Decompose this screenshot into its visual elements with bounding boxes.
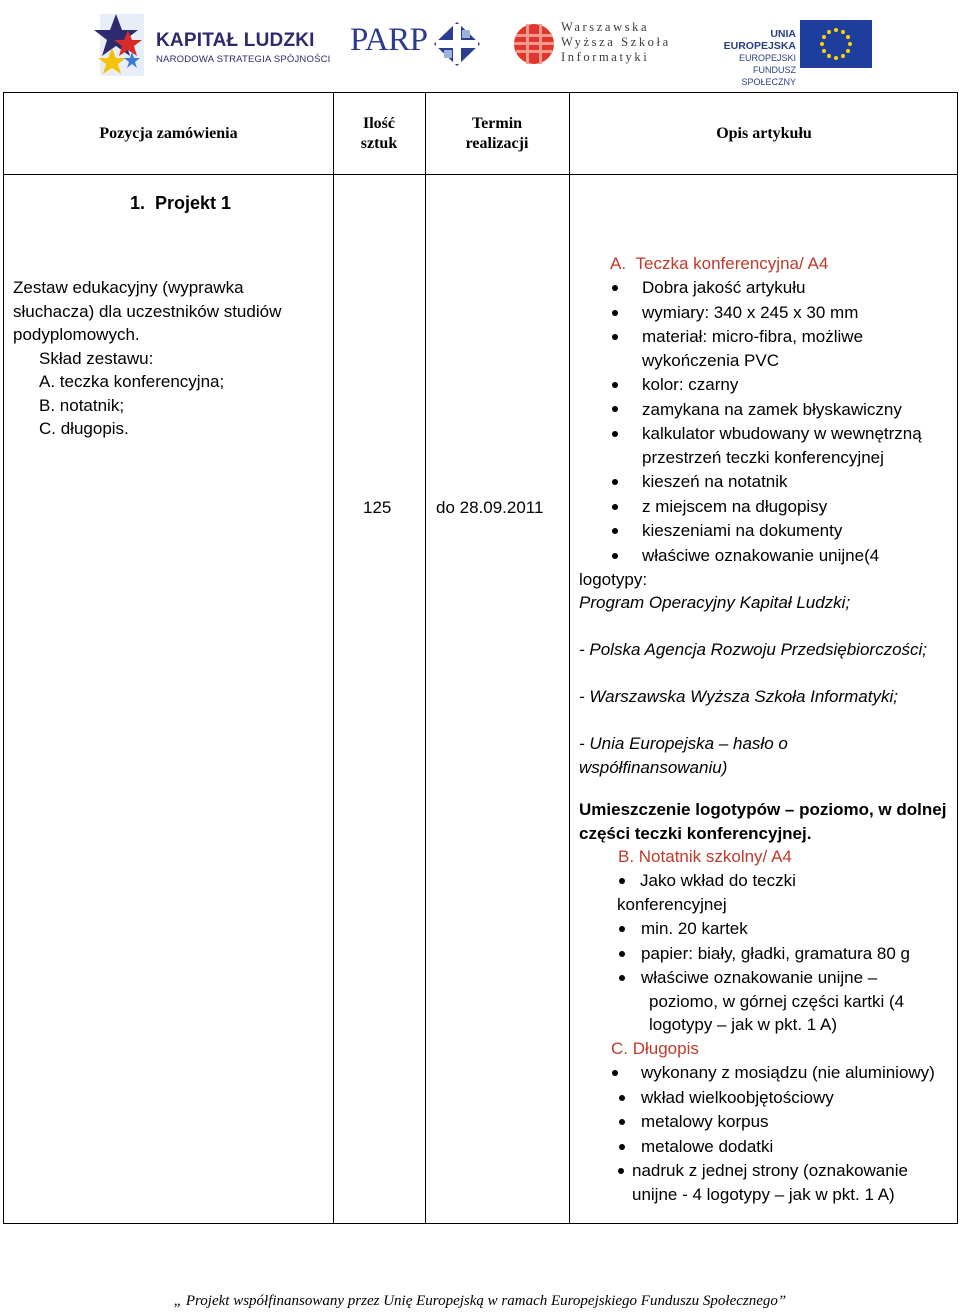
section-a-bullet: z miejscem na długopisy <box>642 497 828 516</box>
bullet-icon <box>612 431 618 437</box>
logotype-item: - Unia Europejska – hasło o <box>579 734 788 753</box>
section-a-bullet: materiał: micro-fibra, możliwe <box>642 327 864 346</box>
section-a-bullet-cont: wykończenia PVC <box>642 351 780 370</box>
placement-note: części teczki konferencyjnej. <box>579 824 812 843</box>
header-deadline-line1: Termin <box>471 115 523 132</box>
item-line: A. teczka konferencyjna; <box>39 372 225 391</box>
eu-logo <box>700 20 872 87</box>
header-quantity <box>333 114 425 154</box>
section-a-bullet: wymiary: 340 x 245 x 30 mm <box>642 303 859 322</box>
header-description: Opis artykułu <box>716 125 812 142</box>
section-a-bullet: kieszeniami na dokumenty <box>642 521 843 540</box>
section-c-line: wkład wielkoobjętościowy <box>641 1088 834 1107</box>
section-a-bullet: kalkulator wbudowany w wewnętrzną <box>642 424 922 443</box>
placement-note: Umieszczenie logotypów – poziomo, w dolnej <box>579 800 947 819</box>
bullet-icon <box>612 1070 618 1076</box>
section-b-line: logotypy – jak w pkt. 1 A) <box>649 1015 838 1034</box>
bullet-icon <box>612 285 618 291</box>
parp-cross-icon <box>432 20 482 68</box>
bullet-icon <box>619 975 625 981</box>
section-b-line: Jako wkład do teczki <box>640 871 796 890</box>
bullet-icon <box>612 382 618 388</box>
bullet-icon <box>618 1168 624 1174</box>
item-line: C. długopis. <box>39 419 129 438</box>
bullet-icon <box>619 1095 625 1101</box>
bullet-icon <box>619 1144 625 1150</box>
project-title: 1. Projekt 1 <box>130 193 232 213</box>
bullet-icon <box>612 334 618 340</box>
header-deadline-line2: realizacji <box>465 135 529 152</box>
logotype-item: współfinansowaniu) <box>579 758 728 777</box>
section-b-title: B. Notatnik szkolny/ A4 <box>618 847 792 866</box>
section-b-line: właściwe oznakowanie unijne – <box>641 968 878 987</box>
section-a-bullet: zamykana na zamek błyskawiczny <box>642 400 902 419</box>
section-a-bullet: Dobra jakość artykułu <box>642 278 806 297</box>
eu-line2: EUROPEJSKI <box>738 53 796 63</box>
section-b-line: konferencyjnej <box>617 895 727 914</box>
logotypes-label: logotypy: <box>579 570 648 589</box>
item-line: B. notatnik; <box>39 396 125 415</box>
bullet-icon <box>612 553 618 559</box>
kapital-ludzki-logo <box>94 8 331 80</box>
kapital-ludzki-name: KAPITAŁ LUDZKI <box>156 30 315 51</box>
column-divider <box>569 93 570 1223</box>
item-line: podyplomowych. <box>13 325 140 344</box>
section-a-bullet: kolor: czarny <box>642 375 739 394</box>
header-position: Pozycja zamówienia <box>99 125 238 142</box>
section-a-bullet: kieszeń na notatnik <box>642 472 788 491</box>
parp-name: PARP <box>350 22 428 58</box>
bullet-icon <box>619 951 625 957</box>
footer-note: „ Projekt współfinansowany przez Unię Europejską w ramach Europejskiego Funduszu Społecznego” <box>173 1293 787 1309</box>
bullet-icon <box>612 310 618 316</box>
section-c-line: wykonany z mosiądzu (nie aluminiowy) <box>641 1063 935 1082</box>
wwsi-line1: Warszawska <box>561 20 650 34</box>
section-c-line: nadruk z jednej strony (oznakowanie <box>632 1161 908 1180</box>
column-divider <box>425 93 426 1223</box>
kapital-ludzki-icon <box>94 8 154 80</box>
section-a-bullet-cont: przestrzeń teczki konferencyjnej <box>642 448 884 467</box>
bullet-icon <box>612 406 618 412</box>
item-deadline: do 28.09.2011 <box>436 498 544 517</box>
bullet-icon <box>612 479 618 485</box>
column-divider <box>333 93 334 1223</box>
item-line: Zestaw edukacyjny (wyprawka <box>13 278 244 297</box>
section-c-title: C. Długopis <box>611 1039 699 1058</box>
header-quantity-line2: sztuk <box>360 135 398 152</box>
logo-bar <box>0 0 960 88</box>
kapital-ludzki-subtitle: NARODOWA STRATEGIA SPÓJNOŚCI <box>156 54 331 65</box>
bullet-icon <box>619 878 625 884</box>
logotype-item: - Polska Agencja Rozwoju Przedsiębiorczości; <box>579 640 928 659</box>
item-line: słuchacza) dla uczestników studiów <box>13 302 282 321</box>
section-b-line: poziomo, w górnej części kartki (4 <box>649 992 905 1011</box>
section-a-bullet: właściwe oznakowanie unijne(4 <box>642 546 880 565</box>
wwsi-line3: Informatyki <box>561 50 650 64</box>
bullet-icon <box>612 528 618 534</box>
eu-text <box>700 28 796 88</box>
section-b-line: min. 20 kartek <box>641 919 748 938</box>
section-b-line: papier: biały, gładki, gramatura 80 g <box>641 944 911 963</box>
header-quantity-line1: Ilość <box>363 115 395 132</box>
header-divider <box>4 174 957 175</box>
section-a-title: A. Teczka konferencyjna/ A4 <box>610 254 829 273</box>
section-c-line: metalowe dodatki <box>641 1137 774 1156</box>
bullet-icon <box>619 926 625 932</box>
logotype-item: - Warszawska Wyższa Szkoła Informatyki; <box>579 687 898 706</box>
eu-line3: FUNDUSZ SPOŁECZNY <box>741 65 796 87</box>
order-table <box>3 92 958 1224</box>
item-line: Skład zestawu: <box>39 349 154 368</box>
item-quantity: 125 <box>363 498 392 517</box>
parp-logo <box>350 18 485 70</box>
wwsi-logo <box>512 18 672 70</box>
header-deadline <box>425 114 569 154</box>
section-c-line: metalowy korpus <box>641 1112 769 1131</box>
section-c-line: unijne - 4 logotypy – jak w pkt. 1 A) <box>632 1185 895 1204</box>
eu-flag-icon <box>800 20 872 68</box>
wwsi-line2: Wyższa Szkoła <box>561 35 671 49</box>
eu-line1: UNIA EUROPEJSKA <box>723 28 796 52</box>
logotype-item: Program Operacyjny Kapitał Ludzki; <box>579 593 851 612</box>
bullet-icon <box>612 504 618 510</box>
wwsi-globe-icon <box>512 22 556 66</box>
wwsi-name <box>561 20 671 65</box>
bullet-icon <box>619 1119 625 1125</box>
